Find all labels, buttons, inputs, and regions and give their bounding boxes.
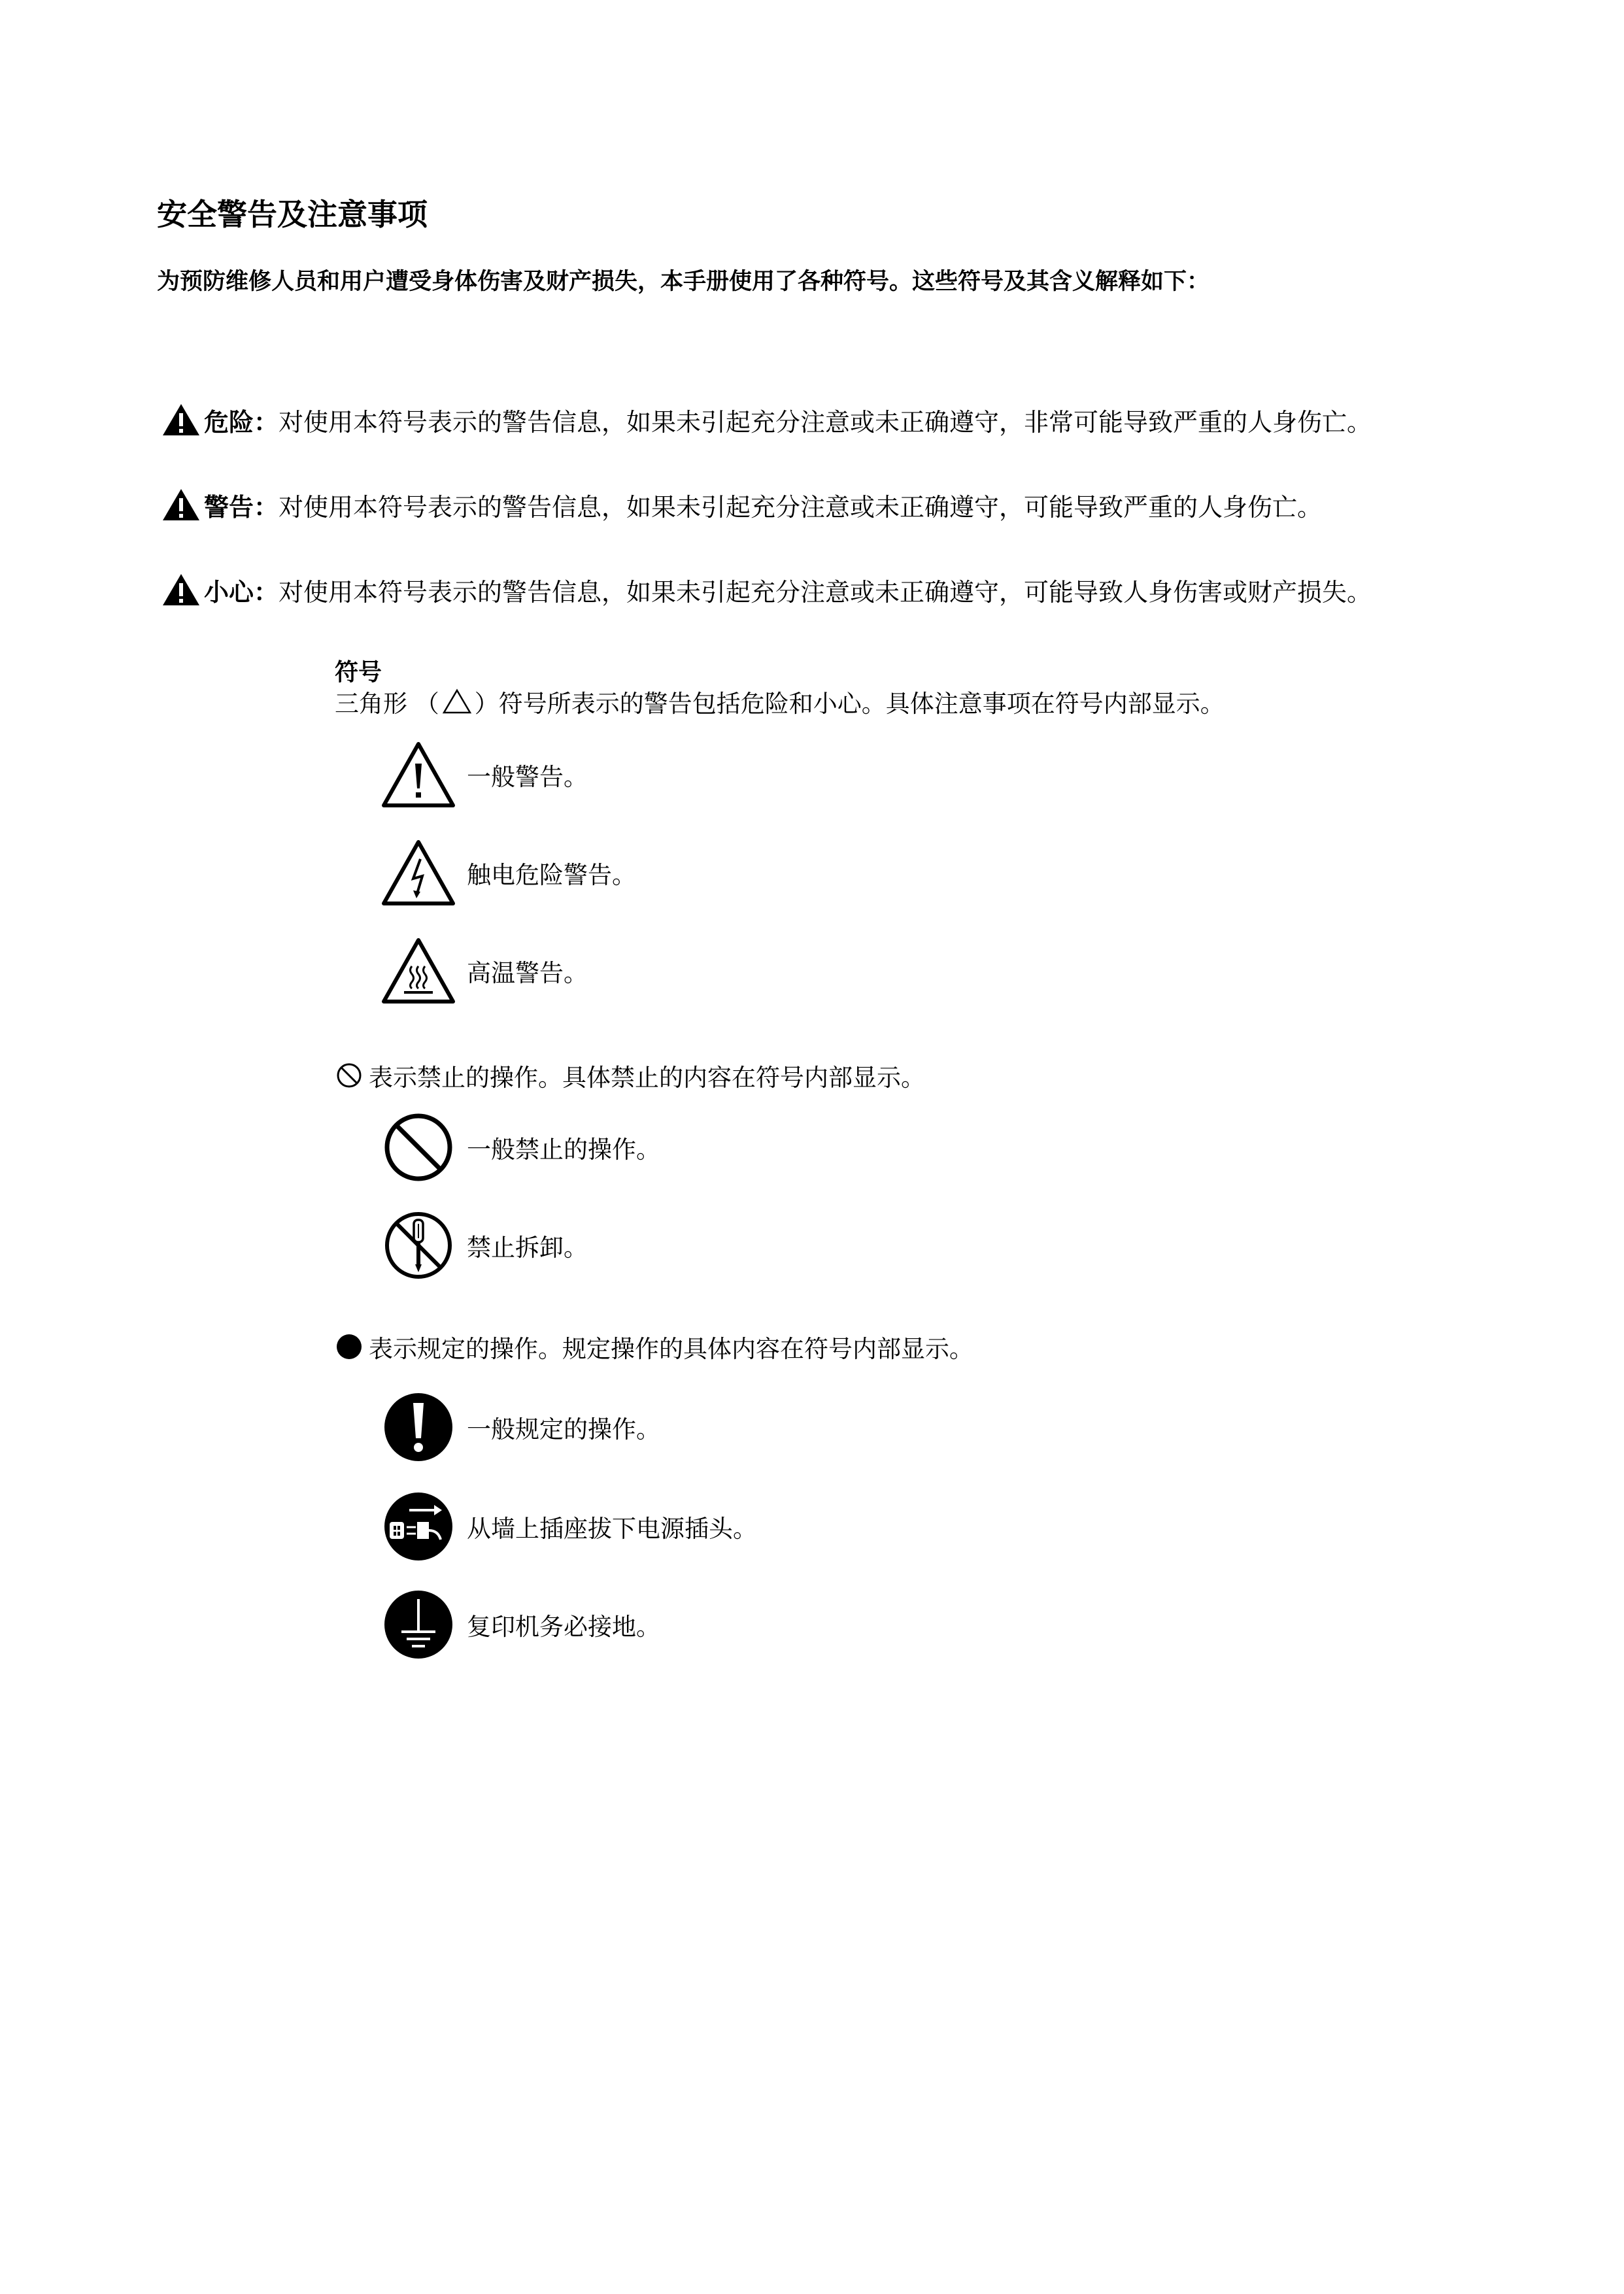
intro-text: 为预防维修人员和用户遭受身体伤害及财产损失，本手册使用了各种符号。这些符号及其含义解释如下： (157, 269, 1210, 295)
mandatory-small-icon (335, 1332, 364, 1361)
outline-triangle-icon (442, 688, 472, 715)
ground-icon (379, 1589, 458, 1661)
level-colon: ： (254, 407, 279, 437)
level-text: 对使用本符号表示的警告信息，如果未引起充分注意或未正确遵守，非常可能导致严重的人身伤亡。 (279, 407, 1372, 437)
warning-triangle-icon (161, 572, 201, 607)
no-disassembly-icon (379, 1209, 458, 1281)
symbol-item-no-disassembly (379, 1209, 588, 1281)
triangle-description (335, 683, 1225, 720)
level-colon: ： (254, 577, 279, 607)
level-keyword: 小心 (204, 577, 254, 607)
general-prohibition-icon (379, 1111, 458, 1183)
level-caution (161, 570, 1372, 609)
prohibition-description (335, 1057, 925, 1094)
unplug-icon (379, 1491, 458, 1562)
level-colon: ： (254, 492, 279, 522)
mandatory-description (335, 1328, 973, 1365)
warning-triangle-icon (161, 487, 201, 522)
level-keyword: 警告 (204, 492, 254, 522)
symbols-heading: 符号 (335, 659, 382, 686)
level-keyword: 危险 (204, 407, 254, 437)
page-title: 安全警告及注意事项 (157, 197, 428, 232)
mandatory-desc-text: 表示规定的操作。规定操作的具体内容在符号内部显示。 (369, 1335, 973, 1363)
general-mandatory-icon (379, 1391, 458, 1463)
level-text: 对使用本符号表示的警告信息，如果未引起充分注意或未正确遵守，可能导致人身伤害或财产损失。 (279, 577, 1372, 607)
symbol-item-unplug (379, 1491, 757, 1562)
symbol-label: 高温警告。 (467, 959, 588, 987)
symbol-label: 触电危险警告。 (467, 861, 636, 889)
electric-shock-warning-icon (379, 837, 458, 909)
symbol-label: 一般规定的操作。 (467, 1415, 660, 1443)
triangle-desc-pre: 三角形 （ (335, 690, 439, 718)
level-text: 对使用本符号表示的警告信息，如果未引起充分注意或未正确遵守，可能导致严重的人身伤亡。 (279, 492, 1323, 522)
symbol-item-high-temperature (379, 935, 588, 1007)
symbol-label: 禁止拆卸。 (467, 1234, 588, 1262)
symbol-item-general-warning (379, 739, 588, 811)
warning-triangle-icon (161, 402, 201, 437)
high-temperature-warning-icon (379, 935, 458, 1007)
symbol-item-general-prohibition (379, 1111, 660, 1183)
symbol-label: 一般警告。 (467, 763, 588, 791)
symbol-item-general-mandatory (379, 1391, 660, 1463)
symbol-item-ground (379, 1589, 660, 1661)
general-warning-icon (379, 739, 458, 811)
prohibition-small-icon (335, 1061, 364, 1090)
symbol-label: 从墙上插座拔下电源插头。 (467, 1515, 757, 1543)
level-warning (161, 485, 1322, 524)
symbol-label: 一般禁止的操作。 (467, 1136, 660, 1164)
level-danger (161, 400, 1372, 439)
prohibition-desc-text: 表示禁止的操作。具体禁止的内容在符号内部显示。 (369, 1064, 925, 1092)
triangle-desc-post: ）符号所表示的警告包括危险和小心。具体注意事项在符号内部显示。 (474, 690, 1225, 718)
symbol-item-electric-shock (379, 837, 636, 909)
symbol-label: 复印机务必接地。 (467, 1613, 660, 1641)
